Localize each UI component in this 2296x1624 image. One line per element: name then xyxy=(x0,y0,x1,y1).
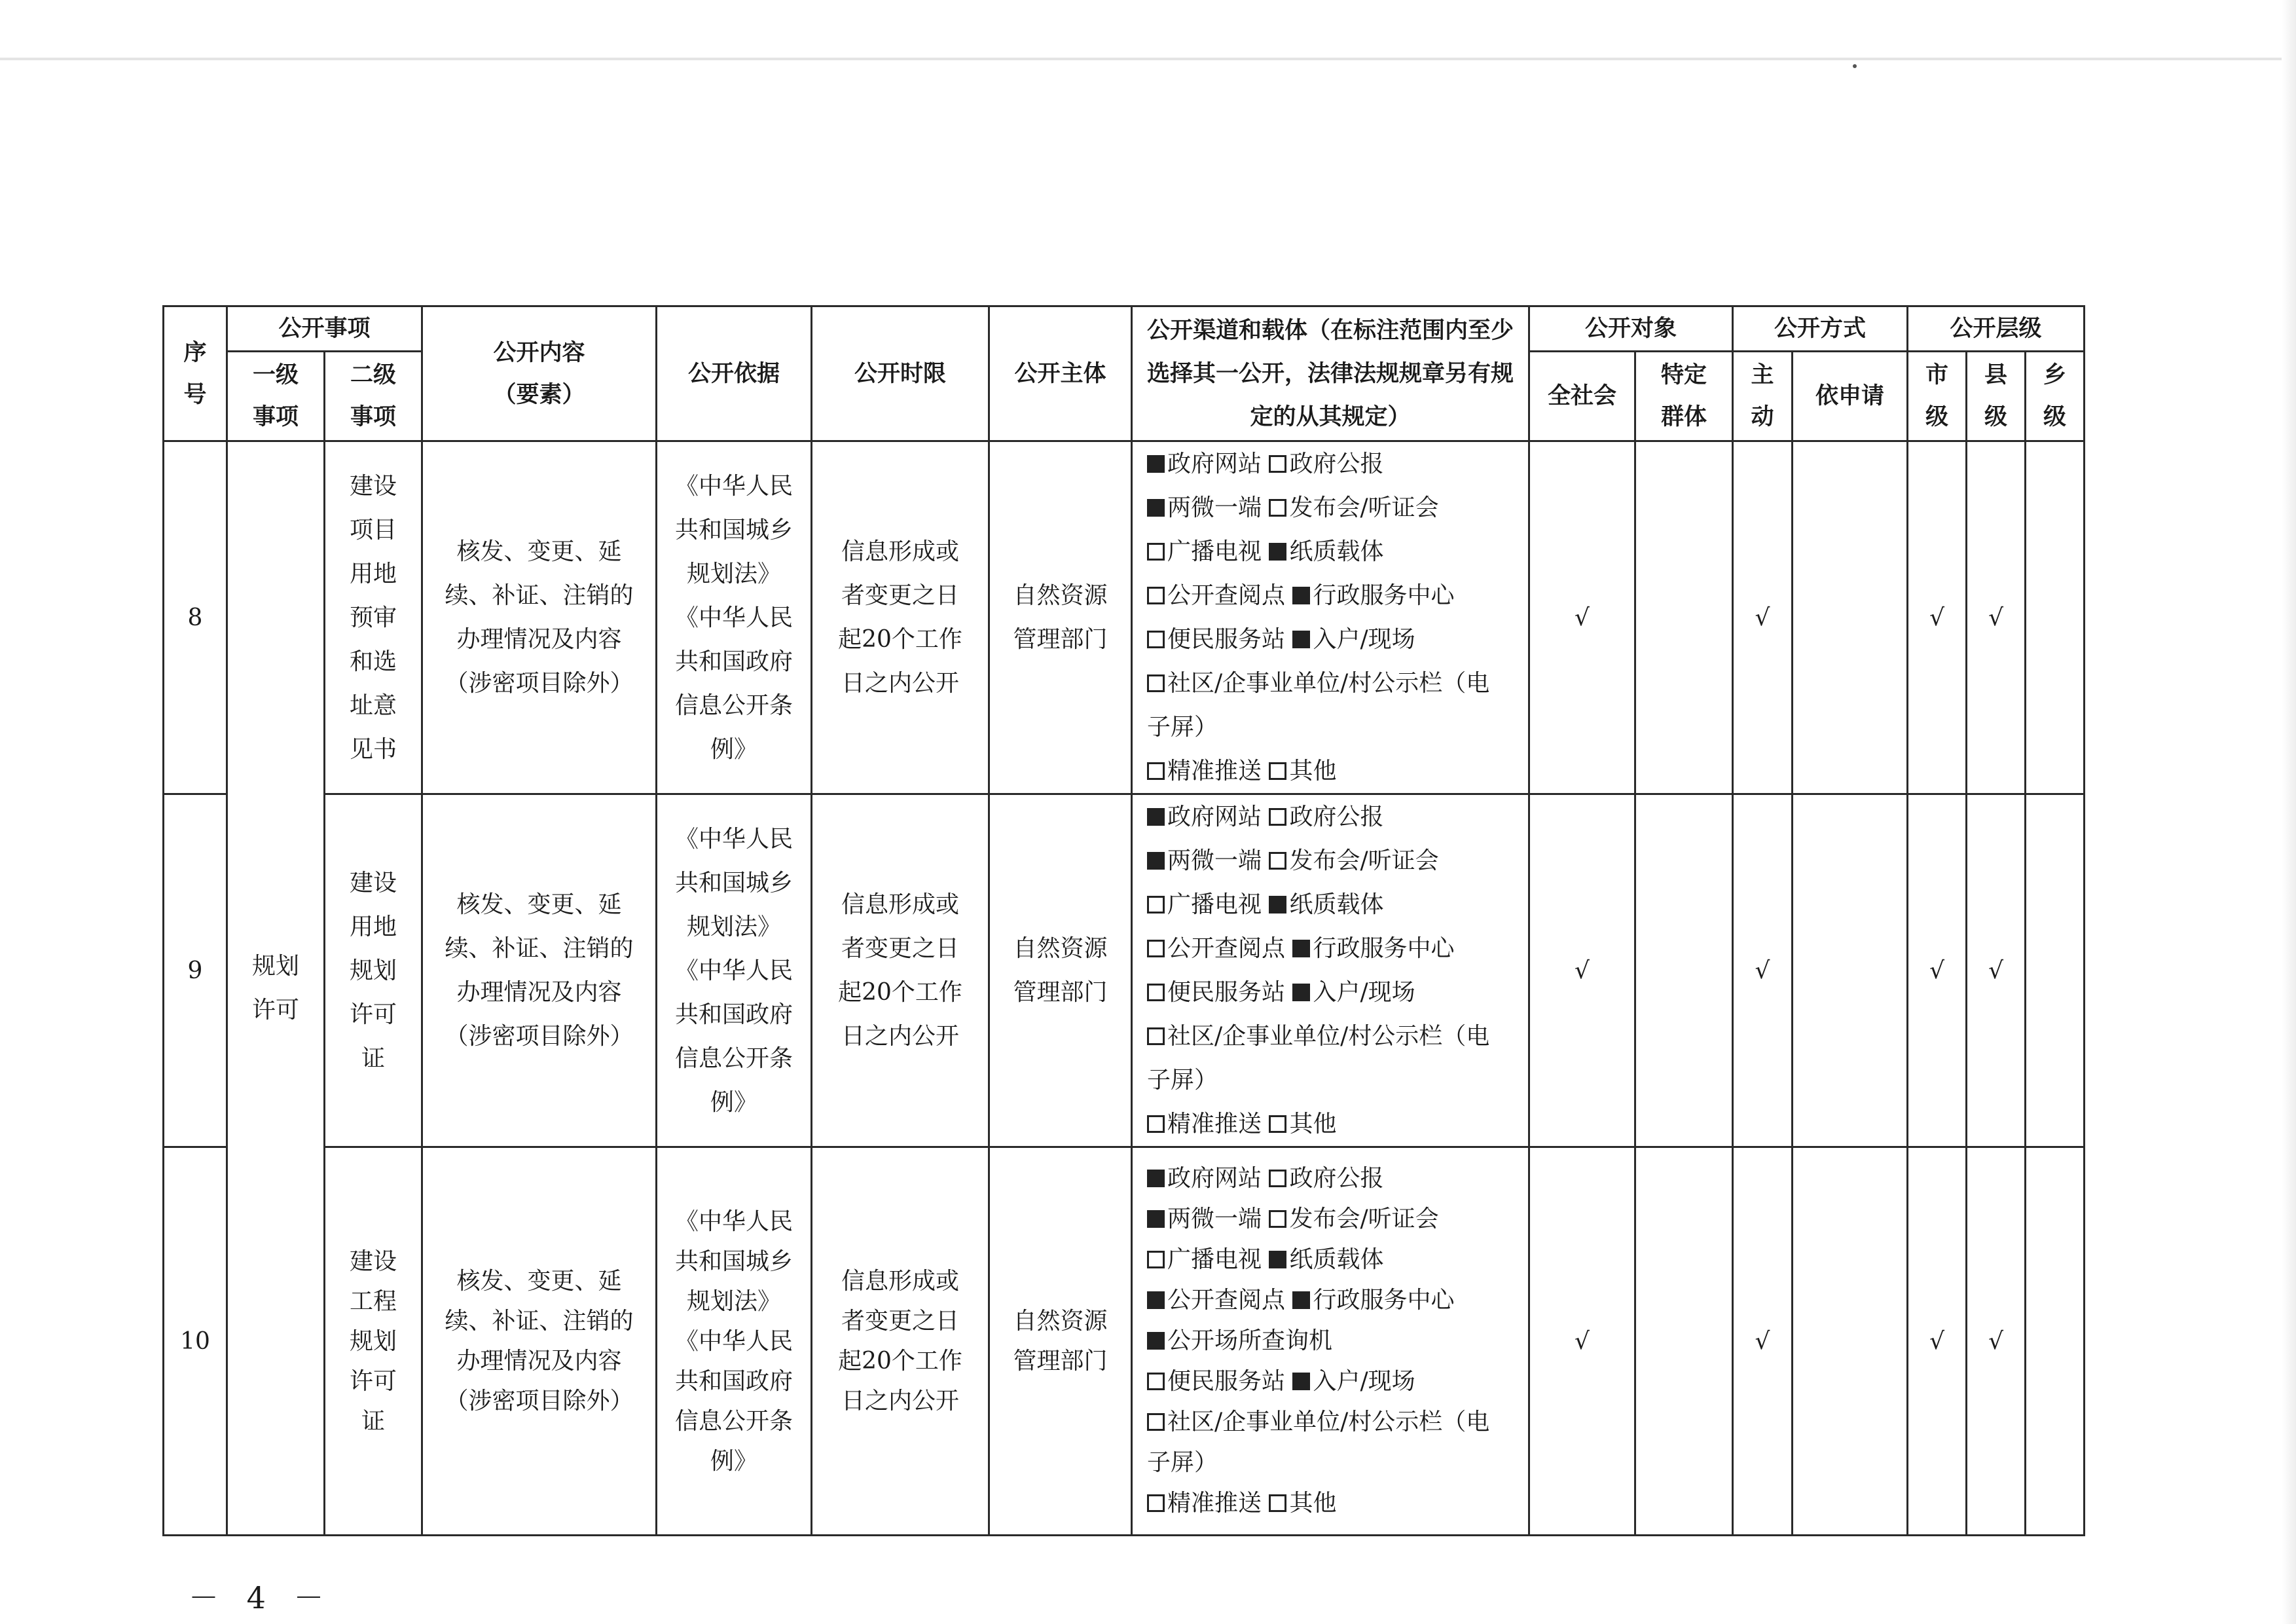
row-level-town xyxy=(2026,794,2085,1147)
row-method-request xyxy=(1793,1147,1908,1536)
row-level-city: √ xyxy=(1908,1147,1967,1536)
channel-label: 政府公报 xyxy=(1289,451,1384,477)
unchecked-box-icon xyxy=(1269,499,1286,517)
header-channels: 公开渠道和载体（在标注范围内至少选择其一公开，法律法规规章另有规定的从其规定） xyxy=(1132,306,1529,441)
checked-box-icon xyxy=(1269,543,1286,561)
channel-line xyxy=(1147,749,1522,793)
row-content: 核发、变更、延续、补证、注销的办理情况及内容（涉密项目除外） xyxy=(422,1147,657,1536)
row-target-all: √ xyxy=(1529,1147,1635,1536)
channel-label: 社区/企事业单位/村公示栏（电 xyxy=(1167,670,1490,697)
checked-box-icon xyxy=(1292,1291,1310,1309)
unchecked-box-icon xyxy=(1147,984,1165,1001)
channel-line xyxy=(1147,1321,1522,1361)
checked-box-icon xyxy=(1147,852,1165,870)
header-time-limit: 公开时限 xyxy=(812,306,989,441)
unchecked-box-icon xyxy=(1269,762,1286,780)
channel-line xyxy=(1147,1102,1522,1146)
channel-label: 广播电视 xyxy=(1167,1246,1262,1273)
unchecked-box-icon xyxy=(1147,1413,1165,1431)
header-seq: 序号 xyxy=(164,306,227,441)
header-level2: 二级事项 xyxy=(325,352,422,441)
checked-box-icon xyxy=(1147,1210,1165,1228)
row-level-county: √ xyxy=(1967,1147,2026,1536)
channel-line xyxy=(1147,927,1522,970)
unchecked-box-icon xyxy=(1269,1115,1286,1133)
checked-box-icon xyxy=(1269,896,1286,913)
channel-label: 便民服务站 xyxy=(1167,1368,1286,1395)
channel-label: 纸质载体 xyxy=(1289,891,1384,918)
channel-label: 纸质载体 xyxy=(1289,538,1384,565)
channel-line xyxy=(1147,574,1522,618)
channel-label: 其他 xyxy=(1289,758,1337,784)
channel-line xyxy=(1147,839,1522,883)
unchecked-box-icon xyxy=(1147,1115,1165,1133)
unchecked-box-icon xyxy=(1147,631,1165,648)
header-target-all: 全社会 xyxy=(1529,352,1635,441)
channel-label: 政府网站 xyxy=(1167,1165,1262,1192)
header-public-items: 公开事项 xyxy=(227,306,422,352)
unchecked-box-icon xyxy=(1269,808,1286,826)
unchecked-box-icon xyxy=(1147,543,1165,561)
channel-line xyxy=(1147,883,1522,927)
checked-box-icon xyxy=(1292,587,1310,604)
row-level-town xyxy=(2026,1147,2085,1536)
row-channels xyxy=(1132,441,1529,794)
header-method-active: 主动 xyxy=(1733,352,1793,441)
header-target-specific: 特定群体 xyxy=(1635,352,1733,441)
unchecked-box-icon xyxy=(1147,1373,1165,1390)
row-method-active: √ xyxy=(1733,794,1793,1147)
page-number: － 4 － xyxy=(189,1580,333,1615)
checked-box-icon xyxy=(1147,499,1165,517)
row-time-limit: 信息形成或者变更之日起20个工作日之内公开 xyxy=(812,794,989,1147)
channel-line xyxy=(1147,1361,1522,1402)
row-level2: 建设工程规划许可证 xyxy=(325,1147,422,1536)
checked-box-icon xyxy=(1147,1291,1165,1309)
row-target-specific xyxy=(1635,441,1733,794)
header-subject: 公开主体 xyxy=(989,306,1132,441)
channel-label: 广播电视 xyxy=(1167,538,1262,565)
row-subject: 自然资源管理部门 xyxy=(989,794,1132,1147)
channel-line xyxy=(1147,1240,1522,1280)
channel-label: 公开查阅点 xyxy=(1167,935,1286,962)
channel-line xyxy=(1147,530,1522,574)
checked-box-icon xyxy=(1292,940,1310,957)
table-row xyxy=(164,441,2085,794)
unchecked-box-icon xyxy=(1147,1494,1165,1512)
checked-box-icon xyxy=(1147,1332,1165,1350)
header-method-request: 依申请 xyxy=(1793,352,1908,441)
row-level-county: √ xyxy=(1967,794,2026,1147)
channel-label: 子屏） xyxy=(1147,1449,1218,1476)
row-level2: 建设项目用地预审和选址意见书 xyxy=(325,441,422,794)
row-method-active: √ xyxy=(1733,441,1793,794)
channel-label: 入户/现场 xyxy=(1313,979,1415,1006)
header-level: 公开层级 xyxy=(1908,306,2085,352)
channel-label: 行政服务中心 xyxy=(1313,1287,1455,1314)
header-level-county: 县级 xyxy=(1967,352,2026,441)
header-content: 公开内容 （要素） xyxy=(422,306,657,441)
channel-line xyxy=(1147,1443,1522,1483)
row-subject: 自然资源管理部门 xyxy=(989,1147,1132,1536)
row-basis: 《中华人民共和国城乡规划法》《中华人民共和国政府信息公开条例》 xyxy=(657,794,812,1147)
table-row xyxy=(164,794,2085,1147)
row-content: 核发、变更、延续、补证、注销的办理情况及内容（涉密项目除外） xyxy=(422,441,657,794)
channel-label: 广播电视 xyxy=(1167,891,1262,918)
channel-line xyxy=(1147,1058,1522,1102)
row-method-request xyxy=(1793,441,1908,794)
channel-label: 公开场所查询机 xyxy=(1167,1327,1333,1354)
unchecked-box-icon xyxy=(1147,896,1165,913)
channel-line xyxy=(1147,1402,1522,1443)
channel-label: 发布会/听证会 xyxy=(1289,1206,1439,1232)
channel-line xyxy=(1147,970,1522,1014)
disclosure-table xyxy=(162,305,2085,1536)
row-level2: 建设用地规划许可证 xyxy=(325,794,422,1147)
channel-label: 社区/企事业单位/村公示栏（电 xyxy=(1167,1409,1490,1435)
header-level-city: 市级 xyxy=(1908,352,1967,441)
channel-line xyxy=(1147,661,1522,705)
table-row xyxy=(164,1147,2085,1536)
row-target-all: √ xyxy=(1529,794,1635,1147)
header-level-town: 乡级 xyxy=(2026,352,2085,441)
header-target: 公开对象 xyxy=(1529,306,1733,352)
channel-label: 精准推送 xyxy=(1167,1111,1262,1137)
channel-line xyxy=(1147,442,1522,486)
channel-label: 入户/现场 xyxy=(1313,626,1415,653)
row-target-specific xyxy=(1635,794,1733,1147)
checked-box-icon xyxy=(1147,808,1165,826)
row-content: 核发、变更、延续、补证、注销的办理情况及内容（涉密项目除外） xyxy=(422,794,657,1147)
unchecked-box-icon xyxy=(1269,1210,1286,1228)
scan-edge xyxy=(2282,0,2296,1624)
channel-label: 政府公报 xyxy=(1289,803,1384,830)
row-subject: 自然资源管理部门 xyxy=(989,441,1132,794)
row-seq: 10 xyxy=(164,1147,227,1536)
unchecked-box-icon xyxy=(1147,674,1165,692)
channel-line xyxy=(1147,1199,1522,1240)
channel-label: 入户/现场 xyxy=(1313,1368,1415,1395)
channel-label: 两微一端 xyxy=(1167,1206,1262,1232)
scan-speck xyxy=(1853,64,1857,68)
channel-label: 其他 xyxy=(1289,1490,1337,1517)
channel-label: 精准推送 xyxy=(1167,1490,1262,1517)
channel-label: 社区/企事业单位/村公示栏（电 xyxy=(1167,1023,1490,1050)
checked-box-icon xyxy=(1292,984,1310,1001)
checked-box-icon xyxy=(1292,1373,1310,1390)
unchecked-box-icon xyxy=(1147,1027,1165,1045)
header-basis: 公开依据 xyxy=(657,306,812,441)
row-time-limit: 信息形成或者变更之日起20个工作日之内公开 xyxy=(812,1147,989,1536)
unchecked-box-icon xyxy=(1147,1251,1165,1268)
checked-box-icon xyxy=(1147,455,1165,473)
unchecked-box-icon xyxy=(1269,455,1286,473)
channel-line xyxy=(1147,618,1522,661)
channel-label: 政府网站 xyxy=(1167,451,1262,477)
row-basis: 《中华人民共和国城乡规划法》《中华人民共和国政府信息公开条例》 xyxy=(657,441,812,794)
channel-label: 发布会/听证会 xyxy=(1289,494,1439,521)
channel-label: 子屏） xyxy=(1147,714,1218,741)
channel-line xyxy=(1147,705,1522,749)
channel-label: 公开查阅点 xyxy=(1167,1287,1286,1314)
unchecked-box-icon xyxy=(1147,587,1165,604)
channel-label: 政府网站 xyxy=(1167,803,1262,830)
unchecked-box-icon xyxy=(1269,852,1286,870)
channel-label: 两微一端 xyxy=(1167,494,1262,521)
channel-label: 其他 xyxy=(1289,1111,1337,1137)
channel-label: 行政服务中心 xyxy=(1313,582,1455,609)
row-method-request xyxy=(1793,794,1908,1147)
row-level-city: √ xyxy=(1908,794,1967,1147)
channel-label: 公开查阅点 xyxy=(1167,582,1286,609)
header-row-1 xyxy=(164,306,2085,352)
channel-label: 精准推送 xyxy=(1167,758,1262,784)
checked-box-icon xyxy=(1292,631,1310,648)
row-channels xyxy=(1132,794,1529,1147)
header-method: 公开方式 xyxy=(1733,306,1908,352)
channel-label: 发布会/听证会 xyxy=(1289,847,1439,874)
scan-shadow-line xyxy=(0,58,2296,60)
row-target-all: √ xyxy=(1529,441,1635,794)
row-level-county: √ xyxy=(1967,441,2026,794)
row-level-town xyxy=(2026,441,2085,794)
row-time-limit: 信息形成或者变更之日起20个工作日之内公开 xyxy=(812,441,989,794)
unchecked-box-icon xyxy=(1269,1170,1286,1187)
row-method-active: √ xyxy=(1733,1147,1793,1536)
header-level1: 一级事项 xyxy=(227,352,325,441)
unchecked-box-icon xyxy=(1269,1494,1286,1512)
channel-label: 子屏） xyxy=(1147,1067,1218,1094)
channel-label: 政府公报 xyxy=(1289,1165,1384,1192)
row-channels xyxy=(1132,1147,1529,1536)
channel-line xyxy=(1147,1280,1522,1321)
checked-box-icon xyxy=(1147,1170,1165,1187)
channel-label: 便民服务站 xyxy=(1167,979,1286,1006)
channel-line xyxy=(1147,795,1522,839)
row-seq: 8 xyxy=(164,441,227,794)
channel-line xyxy=(1147,486,1522,530)
row-level-city: √ xyxy=(1908,441,1967,794)
channel-line xyxy=(1147,1014,1522,1058)
channel-label: 便民服务站 xyxy=(1167,626,1286,653)
checked-box-icon xyxy=(1269,1251,1286,1268)
row-basis: 《中华人民共和国城乡规划法》《中华人民共和国政府信息公开条例》 xyxy=(657,1147,812,1536)
unchecked-box-icon xyxy=(1147,940,1165,957)
group-level1: 规划许可 xyxy=(227,441,325,1536)
channel-line xyxy=(1147,1483,1522,1524)
row-seq: 9 xyxy=(164,794,227,1147)
channel-label: 行政服务中心 xyxy=(1313,935,1455,962)
row-target-specific xyxy=(1635,1147,1733,1536)
unchecked-box-icon xyxy=(1147,762,1165,780)
channel-label: 纸质载体 xyxy=(1289,1246,1384,1273)
channel-label: 两微一端 xyxy=(1167,847,1262,874)
channel-line xyxy=(1147,1158,1522,1199)
